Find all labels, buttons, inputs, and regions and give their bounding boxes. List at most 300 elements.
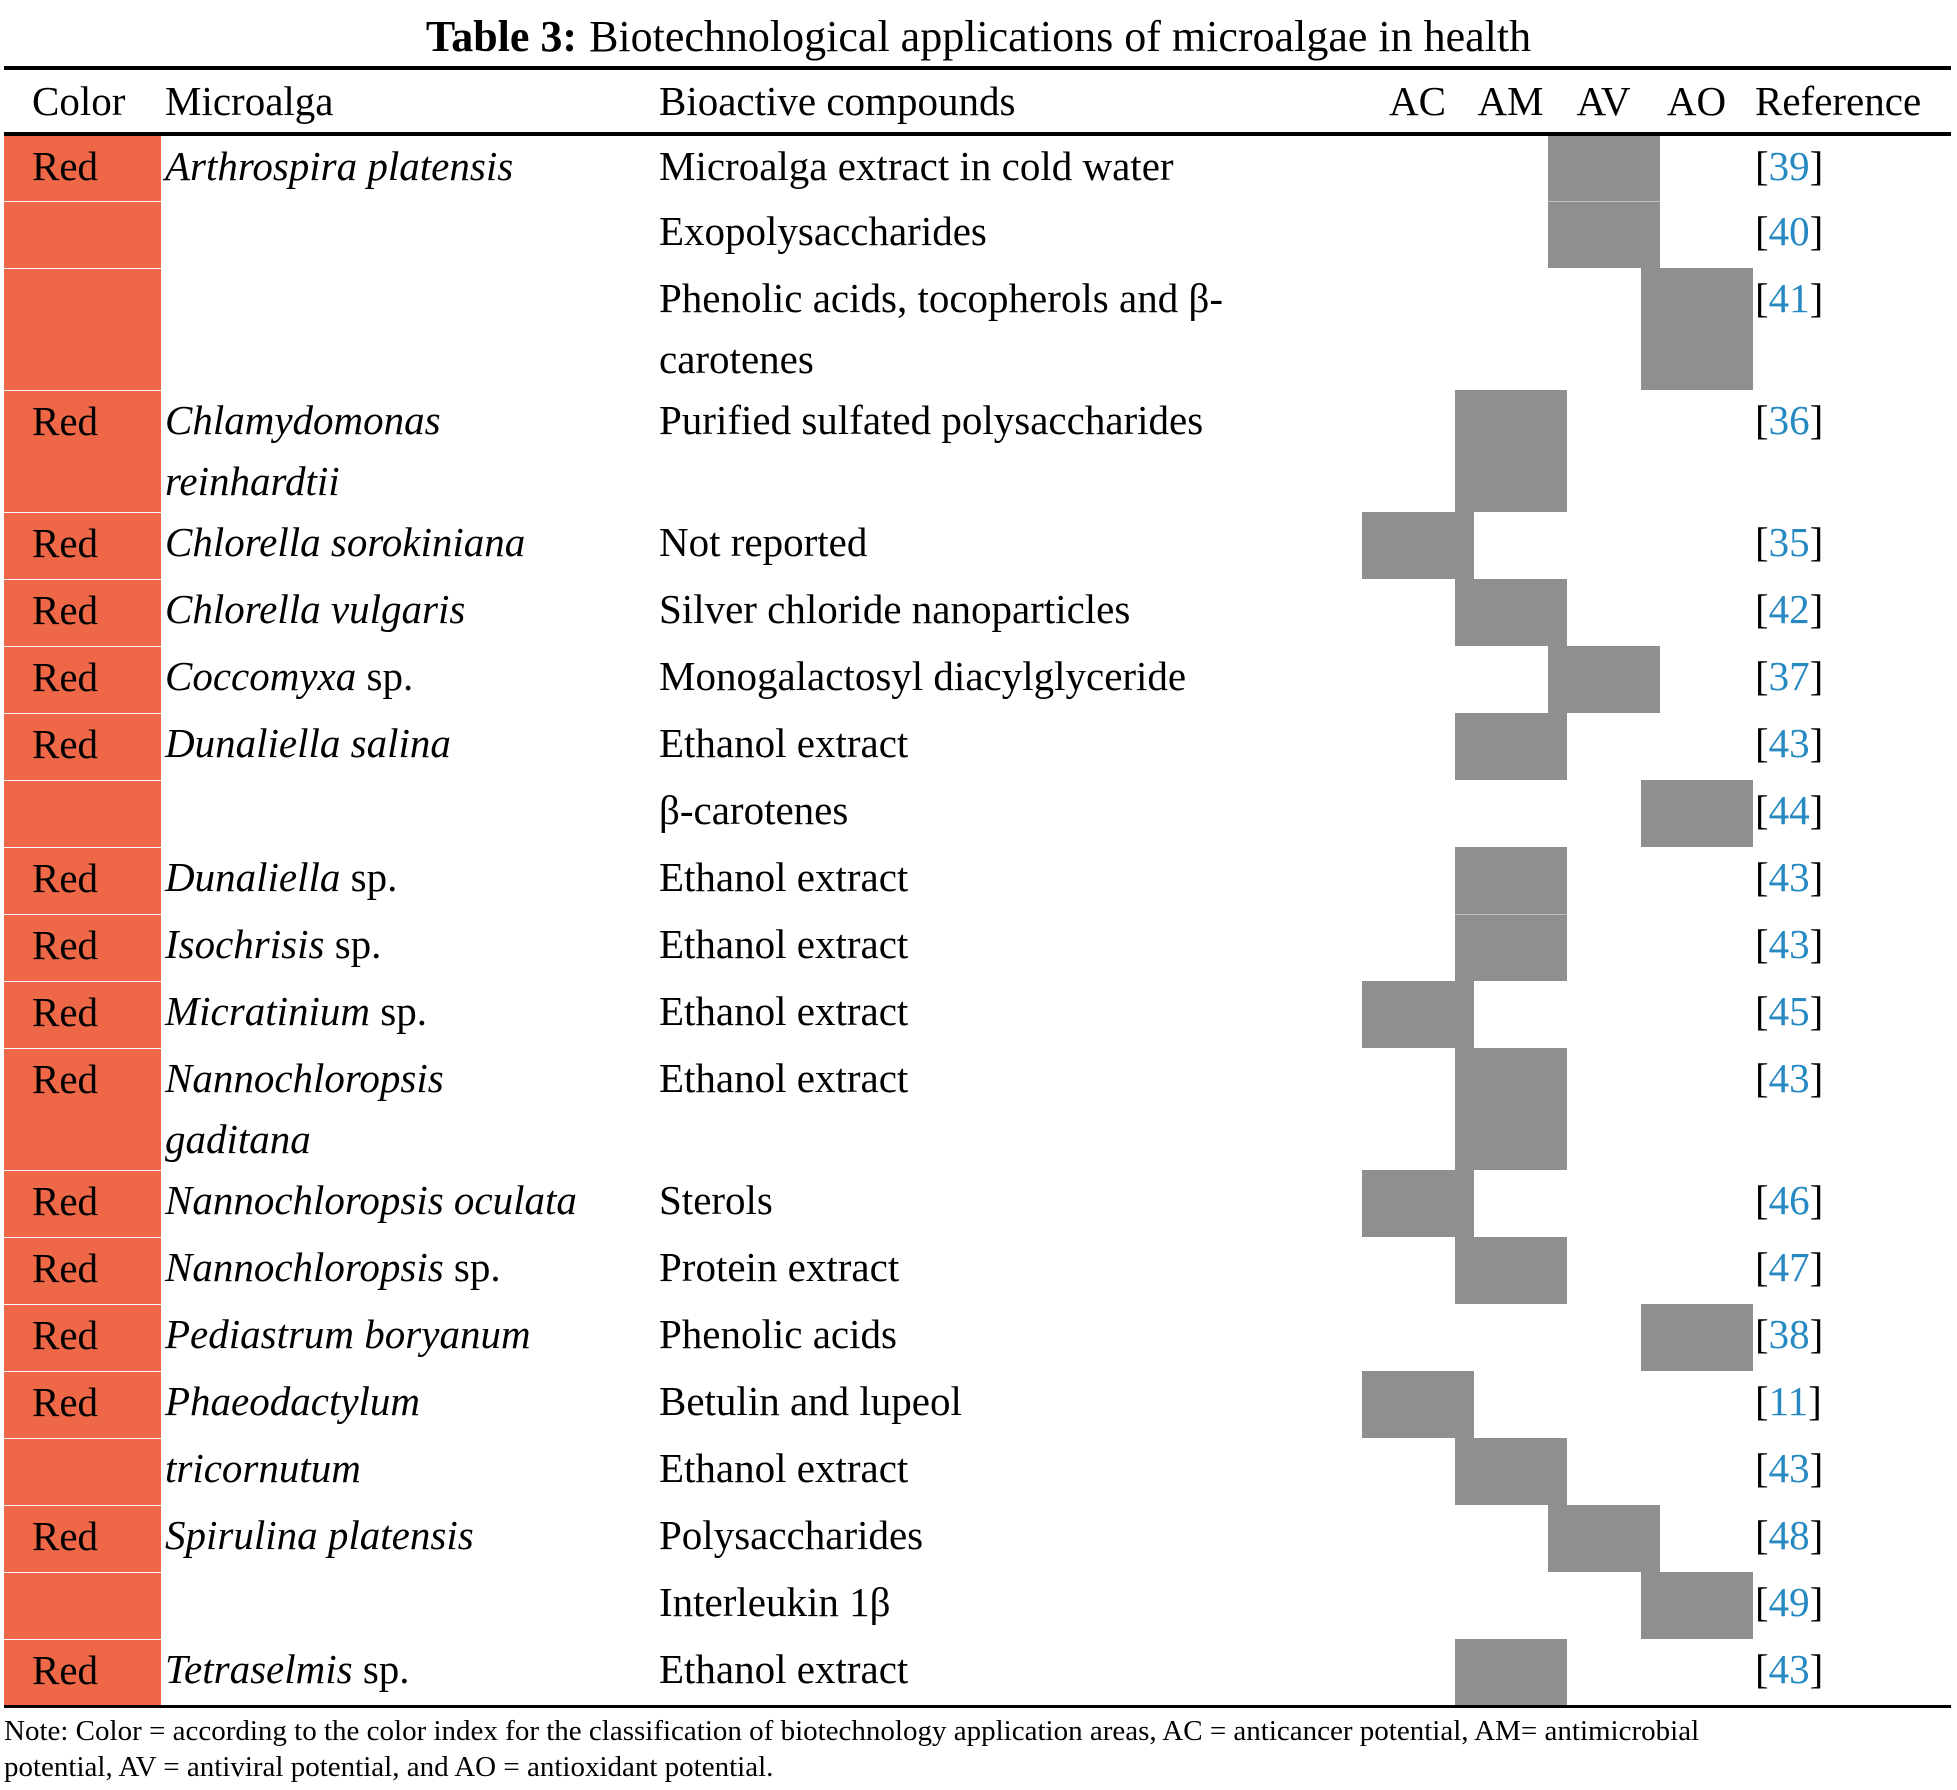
microalga-cell [161, 1371, 655, 1438]
ref-bracket-open: [ [1755, 1378, 1769, 1424]
reference-cell [1743, 390, 1951, 512]
header-am: AM [1477, 78, 1544, 124]
mark-cell-ao [1650, 646, 1743, 713]
compound-cell [655, 1371, 1371, 1438]
mark-cell-am [1464, 512, 1557, 579]
gray-mark-am [1455, 1639, 1567, 1705]
mark-cell-av [1557, 390, 1650, 512]
mark-cell-ao [1650, 780, 1743, 847]
gray-mark-ao [1641, 268, 1753, 390]
ref-bracket-open: [ [1755, 397, 1769, 443]
reference-cell [1743, 780, 1951, 847]
mark-cell-ao [1650, 1048, 1743, 1170]
table-row [4, 847, 1951, 914]
table-row [4, 1048, 1951, 1170]
species-name-line: Pediastrum boryanum [165, 1311, 531, 1357]
table-title-label: Table 3: [425, 12, 578, 61]
reference-cell [1743, 1048, 1951, 1170]
compound-line: Ethanol extract [659, 1646, 909, 1692]
ref-bracket-open: [ [1755, 1177, 1769, 1223]
ref-bracket-close: ] [1809, 275, 1824, 321]
reference-cell [1743, 134, 1951, 201]
color-cell: Red [4, 1237, 161, 1304]
mark-cell-av [1557, 713, 1650, 780]
ref-bracket-open: [ [1755, 1244, 1769, 1290]
color-cell [4, 780, 161, 847]
ref-bracket-open: [ [1755, 586, 1769, 632]
color-cell: Red [4, 1639, 161, 1706]
color-cell: Red [4, 512, 161, 579]
compound-line: Ethanol extract [659, 1055, 909, 1101]
table-row [4, 1371, 1951, 1438]
citation-link[interactable]: 11 [1768, 1378, 1809, 1424]
gray-mark-ao [1641, 780, 1753, 847]
ref-bracket-close: ] [1809, 720, 1824, 766]
ref-bracket-close: ] [1809, 397, 1824, 443]
compound-cell [655, 713, 1371, 780]
mark-cell-ac [1371, 201, 1464, 268]
mark-cell-av [1557, 512, 1650, 579]
ref-bracket-open: [ [1755, 1311, 1769, 1357]
mark-cell-av [1557, 646, 1650, 713]
table-row [4, 1170, 1951, 1237]
mark-cell-am [1464, 1438, 1557, 1505]
microalga-cell [161, 646, 655, 713]
color-cell: Red [4, 713, 161, 780]
compound-cell [655, 981, 1371, 1048]
header-ao: AO [1666, 78, 1727, 124]
color-cell [4, 1572, 161, 1639]
microalga-cell [161, 268, 655, 390]
mark-cell-ao [1650, 512, 1743, 579]
mark-cell-am [1464, 780, 1557, 847]
mark-cell-ao [1650, 1572, 1743, 1639]
mark-cell-ac [1371, 512, 1464, 579]
compound-cell [655, 847, 1371, 914]
compound-cell [655, 1505, 1371, 1572]
ref-bracket-close: ] [1809, 1055, 1824, 1101]
ref-bracket-close: ] [1808, 1378, 1822, 1424]
mark-cell-ao [1650, 268, 1743, 390]
citation-link[interactable]: 49 [1768, 1579, 1810, 1625]
species-name-line: Nannochloropsis sp. [165, 1244, 501, 1290]
color-cell: Red [4, 1048, 161, 1170]
reference-cell [1743, 201, 1951, 268]
ref-bracket-close: ] [1809, 1244, 1824, 1290]
mark-cell-av [1557, 1371, 1650, 1438]
table-title-text: Biotechnological applications of microalgae in health [589, 12, 1532, 61]
citation-link[interactable]: 43 [1768, 1646, 1810, 1692]
ref-bracket-open: [ [1755, 1646, 1769, 1692]
gray-mark-av [1548, 201, 1660, 268]
color-cell: Red [4, 1304, 161, 1371]
reference-cell [1743, 713, 1951, 780]
ref-bracket-close: ] [1809, 787, 1824, 833]
mark-cell-am [1464, 646, 1557, 713]
citation-link[interactable]: 47 [1768, 1244, 1810, 1290]
header-reference: Reference [1755, 78, 1922, 124]
species-name-line: Chlamydomonas [165, 397, 441, 443]
gray-mark-av [1548, 136, 1660, 201]
citation-link[interactable]: 39 [1768, 143, 1810, 189]
mark-cell-am [1464, 1639, 1557, 1706]
microalga-cell [161, 1170, 655, 1237]
reference-cell [1743, 1304, 1951, 1371]
mark-cell-ao [1650, 1304, 1743, 1371]
mark-cell-ac [1371, 914, 1464, 981]
compound-cell [655, 134, 1371, 201]
ref-bracket-close: ] [1809, 1177, 1824, 1223]
table-row [4, 981, 1951, 1048]
compound-line: Microalga extract in cold water [659, 143, 1174, 189]
compound-line: Not reported [659, 519, 868, 565]
mark-cell-av [1557, 134, 1650, 201]
table-row [4, 1304, 1951, 1371]
table-row [4, 390, 1951, 512]
mark-cell-am [1464, 981, 1557, 1048]
ref-bracket-close: ] [1809, 586, 1824, 632]
citation-link[interactable]: 38 [1768, 1311, 1810, 1357]
mark-cell-av [1557, 579, 1650, 646]
mark-cell-ao [1650, 201, 1743, 268]
mark-cell-am [1464, 1048, 1557, 1170]
gray-mark-am [1455, 579, 1567, 646]
compound-line: Monogalactosyl diacylglyceride [659, 653, 1187, 699]
mark-cell-ac [1371, 1048, 1464, 1170]
gray-mark-am [1455, 390, 1567, 512]
species-name-line: Isochrisis sp. [165, 921, 382, 967]
mark-cell-am [1464, 1304, 1557, 1371]
compound-line: Ethanol extract [659, 1445, 909, 1491]
mark-cell-am [1464, 579, 1557, 646]
mark-cell-am [1464, 268, 1557, 390]
species-name-line: Tetraselmis sp. [165, 1646, 410, 1692]
color-cell [4, 201, 161, 268]
microalga-cell [161, 134, 655, 201]
ref-bracket-open: [ [1755, 143, 1769, 189]
ref-bracket-close: ] [1809, 519, 1824, 565]
compound-line: Sterols [659, 1177, 773, 1223]
table-row [4, 914, 1951, 981]
mark-cell-am [1464, 1237, 1557, 1304]
gray-mark-am [1455, 847, 1567, 914]
reference-cell [1743, 268, 1951, 390]
microalga-cell [161, 713, 655, 780]
gray-mark-ac [1362, 1371, 1474, 1438]
ref-bracket-open: [ [1755, 787, 1769, 833]
color-cell: Red [4, 1371, 161, 1438]
ref-bracket-open: [ [1755, 208, 1769, 254]
compound-line: carotenes [659, 336, 814, 382]
reference-cell [1743, 646, 1951, 713]
microalga-cell [161, 847, 655, 914]
mark-cell-av [1557, 780, 1650, 847]
header-color: Color [32, 78, 126, 124]
table-row [4, 646, 1951, 713]
microalga-cell [161, 1048, 655, 1170]
gray-mark-am [1455, 713, 1567, 780]
ref-bracket-open: [ [1755, 1445, 1769, 1491]
compound-cell [655, 1572, 1371, 1639]
note-line-1: Note: Color = according to the color index for the classification of biotechnology application areas, AC = anticancer potential, AM= antimicrobial [4, 1714, 1700, 1747]
ref-bracket-open: [ [1755, 275, 1769, 321]
microalga-cell [161, 780, 655, 847]
ref-bracket-close: ] [1809, 143, 1824, 189]
mark-cell-av [1557, 981, 1650, 1048]
gray-mark-am [1455, 1438, 1567, 1505]
gray-mark-av [1548, 1505, 1660, 1572]
mark-cell-av [1557, 1438, 1650, 1505]
mark-cell-ac [1371, 268, 1464, 390]
compound-cell [655, 1170, 1371, 1237]
ref-bracket-open: [ [1755, 720, 1769, 766]
species-name-line: Chlorella sorokiniana [165, 519, 526, 565]
species-name-line: Nannochloropsis [165, 1055, 444, 1101]
citation-link[interactable]: 36 [1768, 397, 1810, 443]
compound-cell [655, 1639, 1371, 1706]
table-header [4, 68, 1951, 134]
color-cell: Red [4, 914, 161, 981]
mark-cell-ao [1650, 1505, 1743, 1572]
gray-mark-am [1455, 1237, 1567, 1304]
header-row [4, 68, 1951, 134]
mark-cell-ac [1371, 390, 1464, 512]
microalga-cell [161, 1237, 655, 1304]
compound-line: Betulin and lupeol [659, 1378, 962, 1424]
mark-cell-ac [1371, 981, 1464, 1048]
citation-link[interactable]: 45 [1768, 988, 1810, 1034]
species-name-line: Phaeodactylum [165, 1378, 421, 1424]
color-cell: Red [4, 1170, 161, 1237]
gray-mark-ac [1362, 512, 1474, 579]
mark-cell-ac [1371, 1237, 1464, 1304]
reference-cell [1743, 1505, 1951, 1572]
species-name-line: Spirulina platensis [165, 1512, 474, 1558]
compound-cell [655, 512, 1371, 579]
species-name-line: Chlorella vulgaris [165, 586, 466, 632]
compound-line: Ethanol extract [659, 988, 909, 1034]
mark-cell-am [1464, 713, 1557, 780]
mark-cell-ac [1371, 579, 1464, 646]
mark-cell-am [1464, 847, 1557, 914]
color-cell: Red [4, 579, 161, 646]
compound-line: Ethanol extract [659, 854, 909, 900]
table-row [4, 201, 1951, 268]
microalga-cell [161, 512, 655, 579]
ref-bracket-close: ] [1809, 1311, 1824, 1357]
species-name-line: Dunaliella sp. [165, 854, 398, 900]
mark-cell-ao [1650, 914, 1743, 981]
reference-cell [1743, 981, 1951, 1048]
mark-cell-ao [1650, 1371, 1743, 1438]
mark-cell-ac [1371, 847, 1464, 914]
reference-cell [1743, 512, 1951, 579]
citation-link[interactable]: 43 [1768, 1445, 1810, 1491]
mark-cell-am [1464, 1170, 1557, 1237]
table-title [0, 0, 1957, 66]
reference-cell [1743, 579, 1951, 646]
applications-table [4, 66, 1951, 1708]
table-row [4, 713, 1951, 780]
mark-cell-ac [1371, 646, 1464, 713]
ref-bracket-close: ] [1809, 1646, 1824, 1692]
ref-bracket-close: ] [1809, 1579, 1824, 1625]
compound-line: Silver chloride nanoparticles [659, 586, 1131, 632]
color-cell: Red [4, 390, 161, 512]
microalga-cell [161, 1505, 655, 1572]
mark-cell-am [1464, 134, 1557, 201]
microalga-cell [161, 579, 655, 646]
citation-link[interactable]: 42 [1768, 586, 1810, 632]
citation-link[interactable]: 37 [1768, 653, 1810, 699]
mark-cell-ac [1371, 1505, 1464, 1572]
mark-cell-am [1464, 390, 1557, 512]
microalga-cell [161, 1572, 655, 1639]
color-cell: Red [4, 646, 161, 713]
mark-cell-ao [1650, 390, 1743, 512]
species-name-line: Nannochloropsis oculata [165, 1177, 577, 1223]
mark-cell-am [1464, 1505, 1557, 1572]
ref-bracket-open: [ [1755, 854, 1769, 900]
ref-bracket-open: [ [1755, 921, 1769, 967]
citation-link[interactable]: 48 [1768, 1512, 1810, 1558]
ref-bracket-open: [ [1755, 653, 1769, 699]
reference-cell [1743, 914, 1951, 981]
species-name-line: tricornutum [165, 1445, 361, 1491]
compound-cell [655, 1237, 1371, 1304]
microalga-cell [161, 1438, 655, 1505]
header-ac: AC [1389, 78, 1446, 124]
table-row [4, 780, 1951, 847]
mark-cell-ao [1650, 1237, 1743, 1304]
species-name-line: reinhardtii [165, 458, 340, 504]
microalga-cell [161, 201, 655, 268]
mark-cell-av [1557, 1572, 1650, 1639]
header-av: AV [1576, 78, 1631, 124]
mark-cell-av [1557, 847, 1650, 914]
ref-bracket-close: ] [1809, 988, 1824, 1034]
mark-cell-am [1464, 1371, 1557, 1438]
compound-line: Phenolic acids, tocopherols and β- [659, 275, 1223, 321]
gray-mark-am [1455, 1048, 1567, 1170]
citation-link[interactable]: 43 [1768, 921, 1810, 967]
compound-cell [655, 579, 1371, 646]
table-row [4, 579, 1951, 646]
citation-link[interactable]: 41 [1768, 275, 1810, 321]
mark-cell-av [1557, 1170, 1650, 1237]
mark-cell-ac [1371, 780, 1464, 847]
compound-line: Purified sulfated polysaccharides [659, 397, 1204, 443]
ref-bracket-open: [ [1755, 519, 1769, 565]
reference-cell [1743, 1170, 1951, 1237]
compound-cell [655, 1304, 1371, 1371]
table-row [4, 1572, 1951, 1639]
mark-cell-av [1557, 1505, 1650, 1572]
compound-cell [655, 780, 1371, 847]
gray-mark-ao [1641, 1304, 1753, 1371]
table-row [4, 1237, 1951, 1304]
gray-mark-av [1548, 646, 1660, 713]
ref-bracket-open: [ [1755, 988, 1769, 1034]
compound-cell [655, 914, 1371, 981]
mark-cell-ao [1650, 981, 1743, 1048]
species-name-line: Micratinium sp. [165, 988, 427, 1034]
mark-cell-ao [1650, 1170, 1743, 1237]
ref-bracket-open: [ [1755, 1579, 1769, 1625]
ref-bracket-close: ] [1809, 1512, 1824, 1558]
citation-link[interactable]: 43 [1768, 1055, 1810, 1101]
gray-mark-ac [1362, 1170, 1474, 1237]
mark-cell-av [1557, 1237, 1650, 1304]
compound-line: Interleukin 1β [659, 1579, 891, 1625]
color-cell: Red [4, 981, 161, 1048]
mark-cell-av [1557, 1639, 1650, 1706]
microalga-cell [161, 1639, 655, 1706]
mark-cell-av [1557, 1304, 1650, 1371]
mark-cell-ac [1371, 134, 1464, 201]
mark-cell-ao [1650, 134, 1743, 201]
ref-bracket-close: ] [1809, 653, 1824, 699]
table-body [4, 134, 1951, 1706]
mark-cell-av [1557, 914, 1650, 981]
header-bioactive-compounds: Bioactive compounds [659, 78, 1016, 124]
gray-mark-ac [1362, 981, 1474, 1048]
mark-cell-ac [1371, 1572, 1464, 1639]
citation-link[interactable]: 44 [1768, 787, 1810, 833]
compound-cell [655, 1048, 1371, 1170]
mark-cell-ao [1650, 713, 1743, 780]
compound-line: Protein extract [659, 1244, 900, 1290]
compound-line: β-carotenes [659, 787, 849, 833]
color-cell [4, 1438, 161, 1505]
reference-cell [1743, 1438, 1951, 1505]
mark-cell-am [1464, 914, 1557, 981]
ref-bracket-close: ] [1809, 1445, 1824, 1491]
mark-cell-ac [1371, 1170, 1464, 1237]
mark-cell-ac [1371, 1438, 1464, 1505]
mark-cell-ac [1371, 1371, 1464, 1438]
citation-link[interactable]: 46 [1768, 1177, 1810, 1223]
mark-cell-ac [1371, 713, 1464, 780]
ref-bracket-open: [ [1755, 1512, 1769, 1558]
citation-link[interactable]: 40 [1768, 208, 1810, 254]
compound-line: Exopolysaccharides [659, 208, 987, 254]
color-cell: Red [4, 847, 161, 914]
table-row [4, 1639, 1951, 1706]
table-row [4, 512, 1951, 579]
microalga-cell [161, 914, 655, 981]
mark-cell-ac [1371, 1639, 1464, 1706]
mark-cell-ao [1650, 1438, 1743, 1505]
compound-line: Ethanol extract [659, 720, 909, 766]
table-note [4, 1713, 1957, 1785]
species-name-line: Coccomyxa sp. [165, 653, 414, 699]
reference-cell [1743, 1639, 1951, 1706]
compound-cell [655, 1438, 1371, 1505]
color-cell: Red [4, 134, 161, 201]
citation-link[interactable]: 43 [1768, 854, 1810, 900]
citation-link[interactable]: 43 [1768, 720, 1810, 766]
mark-cell-am [1464, 1572, 1557, 1639]
table-row [4, 1505, 1951, 1572]
header-microalga: Microalga [165, 78, 334, 124]
mark-cell-ao [1650, 579, 1743, 646]
table-row [4, 268, 1951, 390]
ref-bracket-close: ] [1809, 208, 1824, 254]
citation-link[interactable]: 35 [1768, 519, 1810, 565]
mark-cell-ac [1371, 1304, 1464, 1371]
reference-cell [1743, 1237, 1951, 1304]
